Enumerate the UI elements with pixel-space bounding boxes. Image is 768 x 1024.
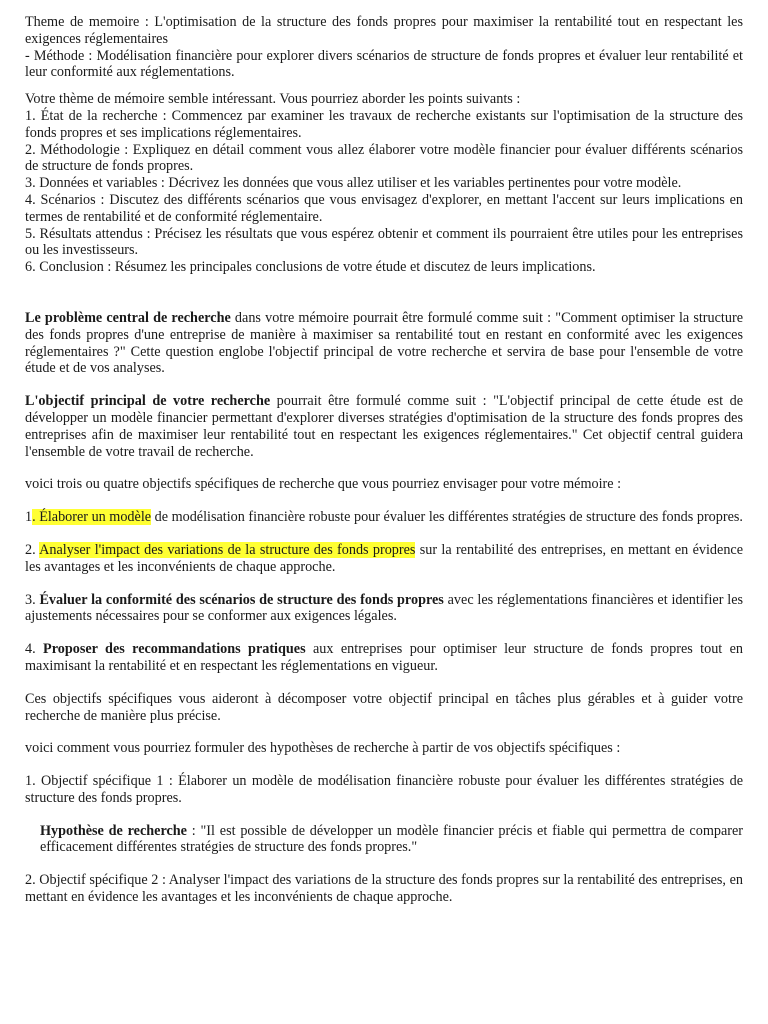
intro-point-1: 1. État de la recherche : Commencez par examiner les travaux de recherche existants sur l'optimisation de la structure des fonds propres et ses implications réglementaires. xyxy=(25,107,743,141)
objective-text: sur la rentabilité des entreprises, en mettant en évidence les avantages et les inconvénients de chaque approche. xyxy=(25,541,744,575)
specific-objective-4 xyxy=(25,641,743,675)
hypothesis-heading: Hypothèse de recherche xyxy=(40,822,187,839)
main-objective-text: pourrait être formulé comme suit : "L'objectif principal de cette étude est de développer un modèle financier permettant d'explorer diverses stratégies d'optimisation de la structure des fonds propres des entreprises afin de maximiser leur rentabilité tout en respectant les exigences réglementaires." Cet objectif central guidera l'ensemble de votre travail de recherche. xyxy=(25,393,743,460)
hypothesis-objective-1: 1. Objectif spécifique 1 : Élaborer un modèle de modélisation financière robuste pour évaluer les différentes stratégies de structure des fonds propres. xyxy=(25,773,743,806)
objective-number: 3. xyxy=(25,591,40,608)
intro-point-2: 2. Méthodologie : Expliquez en détail comment vous allez élaborer votre modèle financier pour évaluer différents scénarios de structure de fonds propres. xyxy=(25,141,743,175)
intro-point-6: 6. Conclusion : Résumez les principales conclusions de votre étude et discutez de leurs implications. xyxy=(25,259,596,276)
objective-bold-text: Proposer des recommandations pratiques xyxy=(43,641,306,658)
specific-objective-1 xyxy=(25,509,743,526)
highlighted-text: Analyser l'impact des variations de la structure des fonds propres xyxy=(39,541,416,558)
specific-objective-3 xyxy=(25,592,743,626)
method-line: - Méthode : Modélisation financière pour explorer divers scénarios de structure de fonds propres et évaluer leur rentabilité et leur conformité aux réglementations. xyxy=(25,47,743,81)
hypothesis-text: : "Il est possible de développer un modèle financier précis et fiable qui permettra de comparer efficacement différentes stratégies de structure des fonds propres." xyxy=(40,822,743,856)
objective-number: 4. xyxy=(25,641,44,658)
objective-text: avec les réglementations financières et identifier les ajustements nécessaires pour se conformer aux exigences légales. xyxy=(25,591,744,625)
hypotheses-intro: voici comment vous pourriez formuler des hypothèses de recherche à partir de vos objectifs spécifiques : xyxy=(25,740,621,757)
main-objective-heading: L'objectif principal de votre recherche xyxy=(25,393,271,410)
main-objective-paragraph xyxy=(25,393,743,460)
specific-objectives-intro: voici trois ou quatre objectifs spécifiques de recherche que vous pourriez envisager pour votre mémoire : xyxy=(25,476,622,493)
objective-number: 2. xyxy=(25,541,40,558)
objectives-summary: Ces objectifs spécifiques vous aideront à décomposer votre objectif principal en tâches plus gérables et à guider votre recherche de manière plus précise. xyxy=(25,690,743,724)
objective-text: de modélisation financière robuste pour évaluer les différentes stratégies de structure des fonds propres. xyxy=(151,509,743,526)
objective-text: aux entreprises pour optimiser leur structure de fonds propres tout en maximisant la rentabilité et en respectant les réglementations en vigueur. xyxy=(25,641,744,674)
highlighted-text: . Élaborer un modèle xyxy=(32,509,152,526)
central-problem-paragraph xyxy=(25,310,743,377)
intro-point-4: 4. Scénarios : Discutez des différents scénarios que vous envisagez d'explorer, en mettant l'accent sur leurs implications en termes de rentabilité et de conformité réglementaire. xyxy=(25,191,743,225)
objective-bold-text: Évaluer la conformité des scénarios de structure des fonds propres xyxy=(39,591,444,608)
theme-line: Theme de memoire : L'optimisation de la structure des fonds propres pour maximiser la rentabilité tout en respectant les exigences réglementaires xyxy=(25,14,743,47)
specific-objective-2 xyxy=(25,542,743,576)
objective-number: 1 xyxy=(25,509,33,526)
intro-point-5: 5. Résultats attendus : Précisez les résultats que vous espérez obtenir et comment ils pourraient être utiles pour les entreprises ou les investisseurs. xyxy=(25,225,743,259)
central-problem-text: dans votre mémoire pourrait être formulé comme suit : "Comment optimiser la structure des fonds propres d'une entreprise de manière à maximiser sa rentabilité tout en restant en conformité avec les exigences réglementaires ?" Cette question englobe l'objectif principal de votre recherche et servira de base pour l'ensemble de votre étude et de vos analyses. xyxy=(25,309,743,377)
hypothesis-1 xyxy=(25,823,743,857)
intro-point-3: 3. Données et variables : Décrivez les données que vous allez utiliser et les variables pertinentes pour votre modèle. xyxy=(25,175,682,192)
intro-lead: Votre thème de mémoire semble intéressant. Vous pourriez aborder les points suivants : xyxy=(25,91,521,108)
hypothesis-objective-2: 2. Objectif spécifique 2 : Analyser l'impact des variations de la structure des fonds propres sur la rentabilité des entreprises, en mettant en évidence les avantages et les inconvénients de chaque approche. xyxy=(25,872,743,906)
central-problem-heading: Le problème central de recherche xyxy=(25,309,231,326)
